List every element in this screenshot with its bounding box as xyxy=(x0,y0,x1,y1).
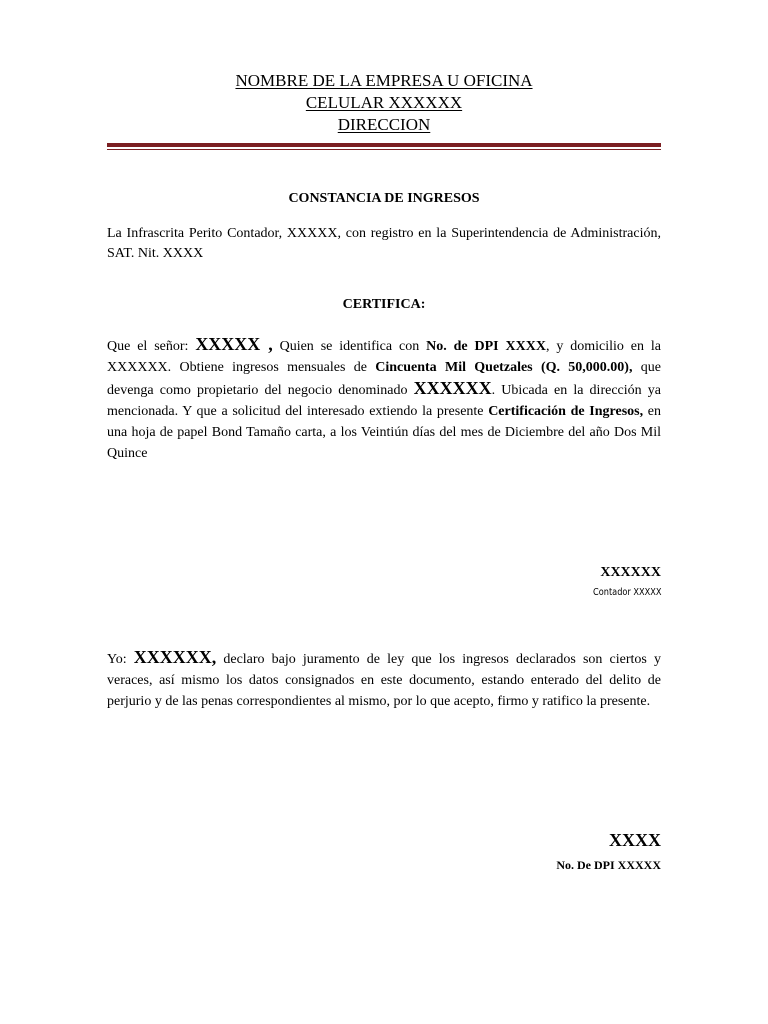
accountant-signature-name: XXXXXX xyxy=(600,565,661,580)
declarant-name: XXXXXX, xyxy=(133,647,217,667)
body-text-3: , y domicilio en la XXXXXX. Obtiene ingresos mensuales de xyxy=(107,339,661,375)
body-text-1: Que el señor: xyxy=(107,339,196,354)
oath-text-1: Yo: xyxy=(107,652,134,667)
declarant-dpi: No. De DPI XXXXX xyxy=(556,858,661,872)
body-text-2: Quien se identifica con xyxy=(272,339,427,354)
accountant-role: Contador XXXXX xyxy=(592,587,661,598)
company-name: NOMBRE DE LA EMPRESA U OFICINA xyxy=(235,71,533,90)
header-divider xyxy=(107,143,661,150)
dpi-number: No. de DPI XXXX xyxy=(426,339,546,354)
amount-words: Cincuenta Mil Quetzales xyxy=(375,360,533,375)
business-name: XXXXXX xyxy=(413,378,492,398)
document-title: CONSTANCIA DE INGRESOS xyxy=(288,191,480,206)
declarant-signature-name: XXXX xyxy=(609,830,661,850)
divider-thick-line xyxy=(107,143,661,147)
person-name: XXXXX , xyxy=(195,334,273,354)
body-text-6: . Ubicada en la dirección ya mencionada. Y que a solicitud del interesado extiendo la presente xyxy=(107,383,661,419)
intro-paragraph: La Infrascrita Perito Contador, XXXXX, con registro en la Superintendencia de Administración, SAT. Nit. XXXX xyxy=(107,226,661,261)
certification-label: Certificación de Ingresos, xyxy=(488,404,644,419)
body-text-7: en una hoja de papel Bond Tamaño carta, a los Veintiún días del mes de Diciembre del año Dos Mil Quince xyxy=(107,404,661,461)
divider-thin-line xyxy=(107,149,661,150)
company-address: DIRECCION xyxy=(337,115,431,134)
body-text-5: que devenga como propietario del negocio denominado xyxy=(107,360,661,398)
certifica-heading: CERTIFICA: xyxy=(342,297,426,312)
oath-text-2: declaro bajo juramento de ley que los ingresos declarados son ciertos y veraces, así mismo los datos consignados en este documento, estando enterado del delito de perjurio y de las penas correspondientes al mismo, por lo que acepto, firmo y ratifico la presente. xyxy=(107,652,661,709)
company-phone: CELULAR XXXXXX xyxy=(305,93,463,112)
letterhead xyxy=(0,70,768,136)
amount-number: (Q. 50,000.00), xyxy=(540,360,633,375)
certification-paragraph xyxy=(107,334,661,464)
body-text-4 xyxy=(533,360,541,375)
oath-paragraph xyxy=(107,647,661,712)
